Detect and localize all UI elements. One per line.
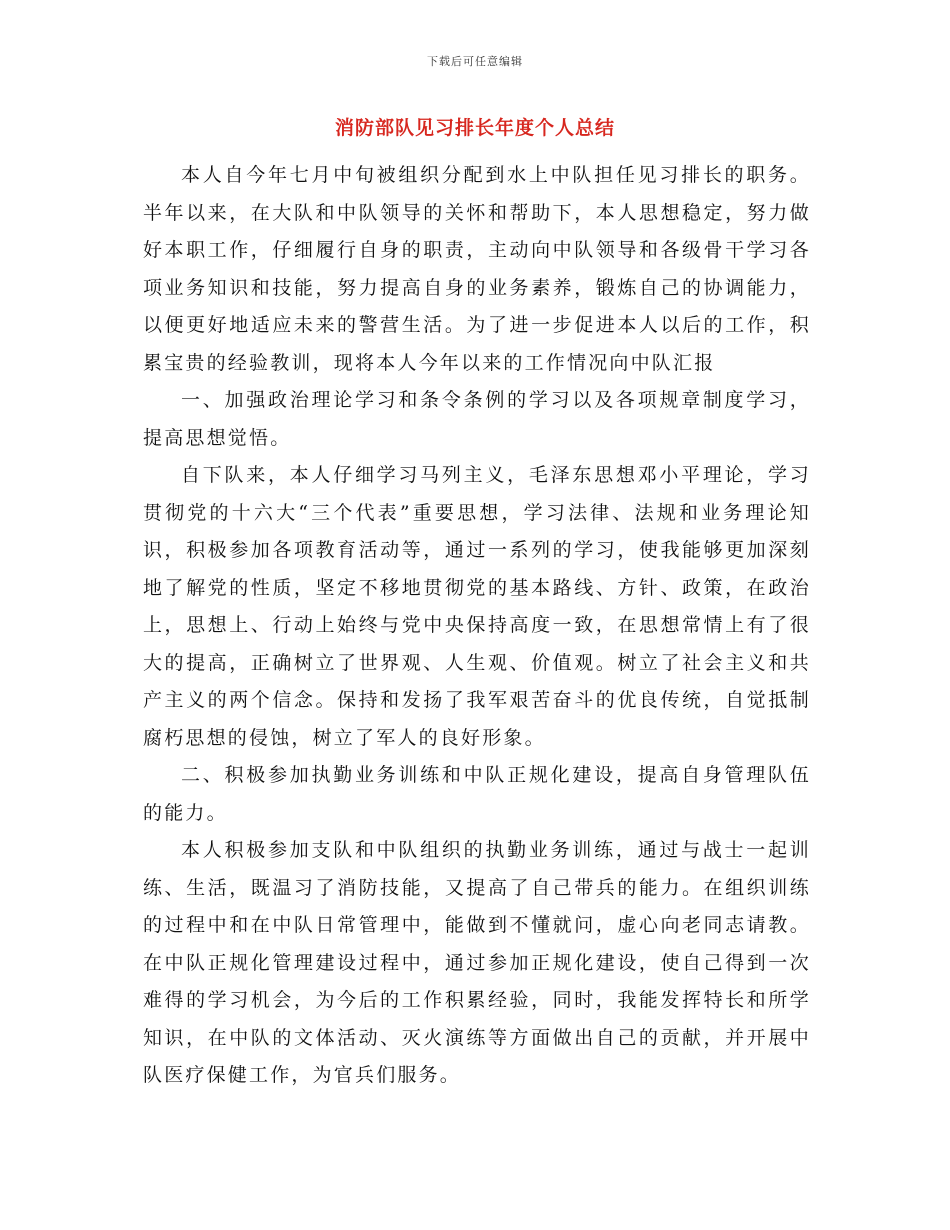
paragraph-section-1: 自下队来，本人仔细学习马列主义，毛泽东思想邓小平理论，学习贯彻党的十六大“三个代表”重要思想，学习法律、法规和业务理论知识，积极参加各项教育活动等，通过一系列的学习，使我能够更加深刻地了解党的性质，坚定不移地贯彻党的基本路线、方针、政策，在政治上，思想上、行动上始终与党中央保持高度一致，在思想常情上有了很大的提高，正确树立了世界观、人生观、价值观。树立了社会主义和共产主义的两个信念。保持和发扬了我军艰苦奋斗的优良传统，自觉抵制腐朽思想的侵蚀，树立了军人的良好形象。 [143,464,811,749]
section-heading-2: 二、积极参加执勤业务训练和中队正规化建设，提高自身管理队伍的能力。 [143,764,811,824]
paragraph-section-2: 本人积极参加支队和中队组织的执勤业务训练，通过与战士一起训练、生活，既温习了消防技能，又提高了自己带兵的能力。在组织训练的过程中和在中队日常管理中，能做到不懂就问，虚心向老同志请教。在中队正规化管理建设过程中，通过参加正规化建设，使自己得到一次难得的学习机会，为今后的工作积累经验，同时，我能发挥特长和所学知识，在中队的文体活动、灭火演练等方面做出自己的贡献，并开展中队医疗保健工作，为官兵们服务。 [143,839,811,1086]
document-body [143,157,811,1095]
document-title: 消防部队见习排长年度个人总结 [334,117,615,139]
paragraph-intro: 本人自今年七月中旬被组织分配到水上中队担任见习排长的职务。半年以来，在大队和中队领导的关怀和帮助下，本人思想稳定，努力做好本职工作，仔细履行自身的职责，主动向中队领导和各级骨干学习各项业务知识和技能，努力提高自身的业务素养，锻炼自己的协调能力，以便更好地适应未来的警营生活。为了进一步促进本人以后的工作，积累宝贵的经验教训，现将本人今年以来的工作情况向中队汇报 [143,164,811,374]
section-heading-1: 一、加强政治理论学习和条令条例的学习以及各项规章制度学习，提高思想觉悟。 [143,389,811,449]
header-note: 下载后可任意编辑 [427,55,523,68]
